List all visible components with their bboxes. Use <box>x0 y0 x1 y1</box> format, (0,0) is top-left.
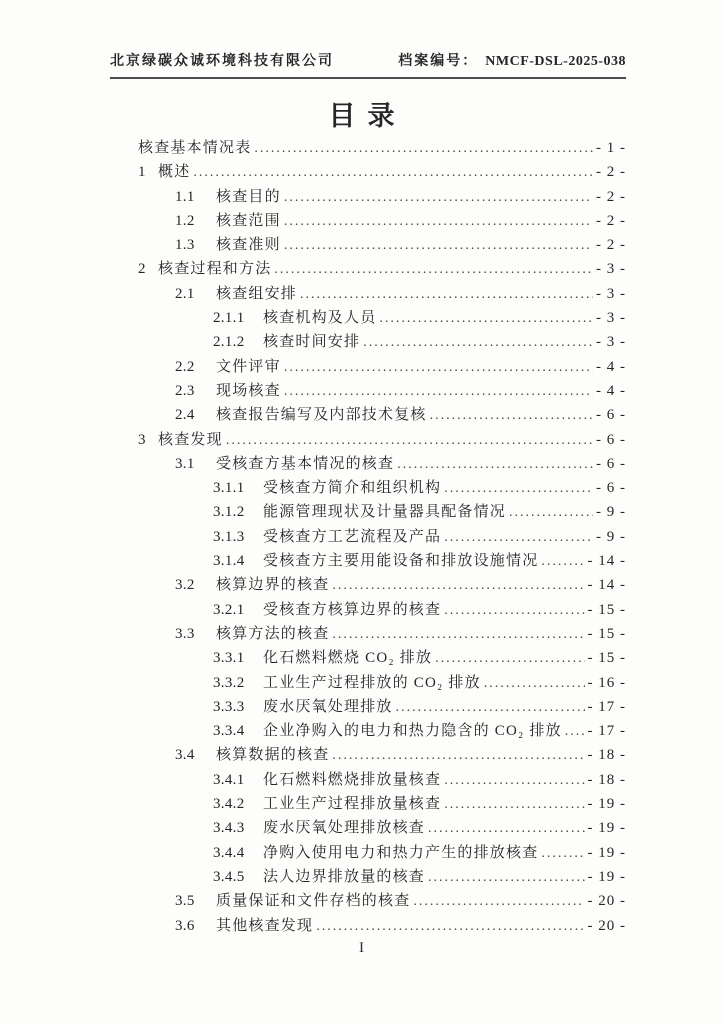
toc-entry <box>110 549 626 573</box>
toc-entry-title: 核算数据的核查 <box>216 747 330 764</box>
toc-entry-number: 3.2 <box>175 577 195 594</box>
toc-entry-page: - 17 - <box>587 723 626 740</box>
toc-leader-dots <box>284 359 593 376</box>
toc-entry-page: - 18 - <box>587 747 626 764</box>
toc-leader-dots <box>332 577 584 594</box>
toc-entry-title: 废水厌氧处理排放 <box>263 698 393 715</box>
toc-entry-title: 质量保证和文件存档的核查 <box>216 893 411 910</box>
toc-entry-number: 2 <box>138 261 146 278</box>
toc-entry-page: - 15 - <box>587 650 626 667</box>
toc-entry-page: - 9 - <box>596 528 626 545</box>
toc-entry-number: 1.2 <box>175 212 195 229</box>
toc-entry-number: 3.1.1 <box>213 480 245 497</box>
toc-entry-number: 3.4.3 <box>213 820 245 837</box>
toc-entry <box>110 282 626 306</box>
toc-entry-page: - 6 - <box>596 407 626 424</box>
toc-leader-dots <box>444 529 593 546</box>
toc-leader-dots <box>284 383 593 400</box>
toc-leader-dots <box>396 699 585 716</box>
toc-entry-number: 3.1.4 <box>213 553 245 570</box>
toc-entry-number: 1 <box>138 164 146 181</box>
toc-entry <box>110 792 626 816</box>
toc-entry-page: - 14 - <box>587 577 626 594</box>
toc-entry <box>110 914 626 938</box>
toc-leader-dots <box>444 602 584 619</box>
toc-entry-title: 受核查方简介和组织机构 <box>263 480 442 497</box>
toc-leader-dots <box>484 675 585 692</box>
toc-entry-title: 核查报告编写及内部技术复核 <box>216 407 427 424</box>
toc-entry-title: 法人边界排放量的核查 <box>263 868 426 885</box>
toc-entry-title: 受核查方核算边界的核查 <box>263 601 442 618</box>
toc-entry <box>110 330 626 354</box>
toc-leader-dots <box>435 650 584 667</box>
document-header <box>110 50 626 79</box>
toc-entry-page: - 6 - <box>596 431 626 448</box>
toc-entry <box>110 573 626 597</box>
toc-entry <box>110 671 626 695</box>
toc-entry-page: - 2 - <box>596 212 626 229</box>
toc-leader-dots <box>541 845 584 862</box>
toc-leader-dots <box>332 747 584 764</box>
toc-entry-page: - 15 - <box>587 625 626 642</box>
toc-entry-title: 核算方法的核查 <box>216 625 330 642</box>
toc-entry-title: 能源管理现状及计量器具配备情况 <box>263 504 507 521</box>
toc-entry-title: 现场核查 <box>216 382 281 399</box>
toc-entry-page: - 2 - <box>596 237 626 254</box>
toc-entry-title: 核算边界的核查 <box>216 577 330 594</box>
toc-entry-number: 3.3.3 <box>213 698 245 715</box>
toc-entry <box>110 719 626 743</box>
toc-entry <box>110 841 626 865</box>
toc-entry-number: 2.1 <box>175 285 195 302</box>
toc-entry-title: 化石燃料燃烧 CO₂ 排放 <box>263 650 433 667</box>
toc-entry-number: 3.1.3 <box>213 528 245 545</box>
toc-leader-dots <box>541 553 584 570</box>
toc-entry-number: 3.6 <box>175 917 195 934</box>
toc-entry-title: 核查目的 <box>216 188 281 205</box>
toc-entry-title: 核查过程和方法 <box>158 261 272 278</box>
toc-entry-title: 文件评审 <box>216 358 281 375</box>
toc-entry-number: 3.3.1 <box>213 650 245 667</box>
toc-entry-title: 受核查方基本情况的核查 <box>216 455 395 472</box>
toc-entry-title: 工业生产过程排放量核查 <box>263 796 442 813</box>
toc-entry-title: 核查准则 <box>216 237 281 254</box>
archive-number-block <box>398 50 626 70</box>
toc-entry-title: 净购入使用电力和热力产生的排放核查 <box>263 844 539 861</box>
toc-entry-number: 3.3.4 <box>213 723 245 740</box>
toc-entry-page: - 3 - <box>596 310 626 327</box>
toc-entry-number: 3.4.4 <box>213 844 245 861</box>
toc-entry-title: 核查机构及人员 <box>263 310 377 327</box>
toc-entry-page: - 3 - <box>596 334 626 351</box>
toc-entry-title: 概述 <box>158 164 191 181</box>
toc-entry-number: 2.2 <box>175 358 195 375</box>
toc-leader-dots <box>397 456 593 473</box>
toc-list <box>110 136 626 938</box>
toc-entry <box>110 816 626 840</box>
toc-entry-title: 受核查方工艺流程及产品 <box>263 528 442 545</box>
toc-entry <box>110 233 626 257</box>
toc-entry-number: 2.1.2 <box>213 334 245 351</box>
toc-leader-dots <box>300 286 593 303</box>
toc-entry <box>110 428 626 452</box>
toc-entry-title: 核查基本情况表 <box>138 140 252 156</box>
toc-entry-title: 核查时间安排 <box>263 334 361 351</box>
toc-leader-dots <box>430 407 593 424</box>
toc-entry-number: 3.1 <box>175 455 195 472</box>
toc-entry <box>110 743 626 767</box>
toc-entry-page: - 4 - <box>596 358 626 375</box>
toc-entry-page: - 3 - <box>596 285 626 302</box>
toc-entry <box>110 646 626 670</box>
toc-entry <box>110 525 626 549</box>
toc-leader-dots <box>413 893 584 910</box>
toc-entry-number: 3.5 <box>175 893 195 910</box>
toc-leader-dots <box>332 626 584 643</box>
toc-leader-dots <box>226 432 593 449</box>
archive-number-label: 档案编号： <box>398 54 479 69</box>
toc-entry <box>110 136 626 160</box>
toc-entry-number: 2.3 <box>175 382 195 399</box>
toc-leader-dots <box>254 140 593 157</box>
toc-entry-number: 3.1.2 <box>213 504 245 521</box>
toc-entry-title: 核查范围 <box>216 212 281 229</box>
toc-leader-dots <box>565 723 585 740</box>
toc-entry-number: 3.3 <box>175 625 195 642</box>
toc-leader-dots <box>444 772 584 789</box>
toc-entry-page: - 19 - <box>587 868 626 885</box>
toc-entry-number: 3.2.1 <box>213 601 245 618</box>
company-name: 北京绿碳众诚环境科技有限公司 <box>110 54 334 69</box>
toc-entry-number: 3.3.2 <box>213 674 245 691</box>
toc-entry-page: - 9 - <box>596 504 626 521</box>
toc-entry-page: - 2 - <box>596 164 626 181</box>
toc-leader-dots <box>193 164 593 181</box>
toc-entry-number: 3 <box>138 431 146 448</box>
page-number-footer: I <box>359 940 364 956</box>
toc-entry-number: 3.4.2 <box>213 796 245 813</box>
toc-entry <box>110 500 626 524</box>
toc-entry-title: 工业生产过程排放的 CO₂ 排放 <box>263 674 481 691</box>
toc-entry <box>110 209 626 233</box>
toc-entry-page: - 4 - <box>596 382 626 399</box>
toc-entry-page: - 19 - <box>587 796 626 813</box>
toc-entry <box>110 257 626 281</box>
toc-entry-page: - 20 - <box>587 917 626 934</box>
toc-entry <box>110 476 626 500</box>
toc-entry-page: - 2 - <box>596 188 626 205</box>
toc-entry <box>110 622 626 646</box>
toc-entry-page: - 3 - <box>596 261 626 278</box>
toc-entry-page: - 15 - <box>587 601 626 618</box>
toc-entry-page: - 17 - <box>587 698 626 715</box>
toc-leader-dots <box>284 213 593 230</box>
toc-leader-dots <box>274 261 593 278</box>
toc-leader-dots <box>363 334 593 351</box>
toc-leader-dots <box>284 189 593 206</box>
toc-entry-page: - 6 - <box>596 455 626 472</box>
toc-entry-title: 核查发现 <box>158 431 223 448</box>
toc-leader-dots <box>284 237 593 254</box>
toc-entry-page: - 18 - <box>587 771 626 788</box>
toc-entry <box>110 379 626 403</box>
toc-entry <box>110 865 626 889</box>
toc-entry-title: 其他核查发现 <box>216 917 314 934</box>
toc-entry-page: - 19 - <box>587 820 626 837</box>
toc-leader-dots <box>428 869 584 886</box>
toc-leader-dots <box>379 310 593 327</box>
toc-entry-number: 1.3 <box>175 237 195 254</box>
toc-leader-dots <box>428 820 584 837</box>
toc-entry-number: 1.1 <box>175 188 195 205</box>
archive-number-value: NMCF-DSL-2025-038 <box>485 54 626 69</box>
toc-entry-page: - 20 - <box>587 893 626 910</box>
toc-entry-title: 核查组安排 <box>216 285 298 302</box>
toc-entry <box>110 598 626 622</box>
toc-entry <box>110 403 626 427</box>
toc-entry-page: - 19 - <box>587 844 626 861</box>
toc-entry-page: - 16 - <box>587 674 626 691</box>
toc-entry <box>110 160 626 184</box>
toc-leader-dots <box>444 796 584 813</box>
toc-leader-dots <box>444 480 593 497</box>
toc-entry-title: 受核查方主要用能设备和排放设施情况 <box>263 553 539 570</box>
toc-entry-number: 3.4.5 <box>213 868 245 885</box>
toc-entry <box>110 355 626 379</box>
toc-leader-dots <box>509 504 593 521</box>
toc-leader-dots <box>316 918 584 935</box>
toc-entry-number: 2.4 <box>175 407 195 424</box>
toc-entry <box>110 768 626 792</box>
toc-entry <box>110 695 626 719</box>
toc-entry <box>110 306 626 330</box>
toc-entry <box>110 889 626 913</box>
toc-entry-page: - 14 - <box>587 553 626 570</box>
toc-entry-page: - 1 - <box>596 140 626 156</box>
toc-entry <box>110 452 626 476</box>
toc-entry-number: 3.4.1 <box>213 771 245 788</box>
page-title: 目录 <box>328 101 407 131</box>
toc-entry-title: 废水厌氧处理排放核查 <box>263 820 426 837</box>
toc-entry <box>110 185 626 209</box>
toc-entry-title: 企业净购入的电力和热力隐含的 CO₂ 排放 <box>263 723 562 740</box>
toc-entry-title: 化石燃料燃烧排放量核查 <box>263 771 442 788</box>
toc-entry-number: 2.1.1 <box>213 310 245 327</box>
toc-entry-number: 3.4 <box>175 747 195 764</box>
toc-entry-page: - 6 - <box>596 480 626 497</box>
